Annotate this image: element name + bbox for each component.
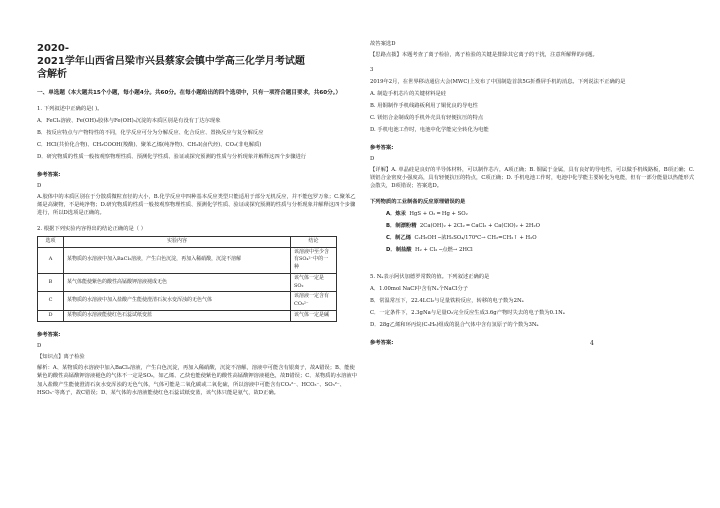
question-5-option-c: C．一定条件下，2.3gNa与足量O₂完全反应生成3.6g产物时失去的电子数为0.1Nₐ	[370, 310, 565, 317]
question-1-option-a: A．FeCl₂溶液、Fe(OH)₃胶体与Fe(OH)₃沉淀的本质区别是有没有丁达尔现象	[37, 117, 221, 124]
question-2-knowledge-point: 【知识点】离子检验	[37, 354, 85, 361]
question-5-stem: 5. Nₐ表示阿伏加德罗常数的值。下列叙述正确的是	[370, 273, 490, 280]
question-2-answer-label: 参考答案:	[37, 331, 61, 338]
question-2-stem: 2. 根据下列实验内容得出的结论正确的是（ ）	[37, 225, 147, 232]
question-1-option-d: D．研究物质的性质一般按观察物理性质、预测化学性质、验证或探究预测的性质与分析现象并解释这四个步骤进行	[37, 154, 307, 161]
question-1-stem: 1. 下列叙述中正确的是( )。	[37, 105, 103, 112]
question-3-option-b: B. 用铜制作手机线路板利用了铜优良的导电性	[370, 103, 478, 110]
question-2-table	[37, 236, 337, 322]
question-5-option-d: D．28g乙烯和环丙烷(C₃H₆)组成的混合气体中含有氢原子的个数为3Nₐ	[370, 322, 539, 329]
question-3-answer-label: 参考答案:	[370, 144, 394, 151]
question-1-answer: D	[37, 182, 42, 189]
table-header-content: 实验内容	[64, 236, 291, 247]
table-row: C 某物质的水溶液中加入盐酸产生能使澄清石灰水变浑浊的无色气体 该溶液一定含有CO₃²⁻	[38, 292, 337, 311]
table-row: A 某物质的水溶液中加入BaCl₂溶液，产生白色沉淀，再加入稀硝酸，沉淀不溶解 该溶液中至少含有SO₄²⁻中的一种	[38, 247, 337, 273]
table-header-conclusion: 结论	[291, 236, 337, 247]
question-3-option-a: A. 制造手机芯片的关键材料是硅	[370, 90, 447, 97]
table-row: B 某气体能使紫色的酸性高锰酸钾溶液褪成无色 该气体一定是SO₂	[38, 273, 337, 292]
question-3-option-d: D. 手机电池工作时，电池中化学能完全转化为电能	[370, 127, 489, 134]
right-column	[370, 0, 695, 347]
question-4-stem: 下列物质的工业制备的反应原理错误的是	[370, 198, 466, 205]
question-3-explanation: 【详解】A. 单晶硅是良好的半导体材料，可以制作芯片，A项正确；B. 铜属于金属，具有良好的导电性，可以做手机线路板，B项正确；C. 镁铝合金密度小强度高，具有轻便抗压的特点，C项正确；D. 手机电池工作时，电池中化学能主要转化为电能，但有一部分能量以热能形式会散失，D项错误；答案选D。	[370, 167, 695, 190]
section-heading: 一、单选题（本大题共15个小题，每小题4分。共60分。在每小题给出的四个选项中，只有一项符合题目要求，共60分。）	[37, 90, 342, 96]
question-3-option-c: C. 镁铝合金制成的手机外壳具有轻便抗压的特点	[370, 115, 484, 122]
question-3-stem: 2019年2月，在世界移动通信大会(MWC)上发布了中国制造首款5G折叠屏手机的消息。下列说法不正确的是	[370, 78, 626, 85]
question-5-answer-label: 参考答案:	[370, 339, 394, 346]
question-2-answer: D	[37, 342, 42, 349]
question-3-number: 3	[370, 67, 374, 74]
question-4-option-a: A．炼汞 HgS + O₂ ═ Hg + SO₂	[386, 210, 468, 217]
question-2-review: 【思路点拨】本题考查了离子检验，离子检验的关键是排除其它离子的干扰，注意所解释的问题。	[370, 52, 598, 59]
question-1-explanation: A.胶体中的本质区别在于分散质微粒直径的大小，B.化学反应中四种基本反应类型只能适用于部分无机反应，并不能包罗万象；C.聚苯乙烯是高聚物，不是纯净物；D.研究物质的性质一般按观察物理性质、预测化学性质、验证或探究预测的性质与分析现象并解释这四个步骤进行，所以D选项是正确的。	[37, 194, 356, 217]
question-4-option-d: D．制盐酸 H₂ + Cl₂ ─点燃→ 2HCl	[386, 247, 473, 254]
question-5-option-b: B．常温常压下，22.4LCl₂与足量铁粉反应，转移的电子数为2Nₐ	[370, 298, 524, 305]
question-3-answer: D	[370, 155, 375, 162]
table-header-option: 选项	[38, 236, 64, 247]
question-5-option-a: A．1.00mol NaCl中含有Nₐ个NaCl分子	[370, 285, 469, 292]
left-column	[37, 0, 359, 397]
page-number: 4	[590, 340, 594, 347]
document-title: 2020- 2021学年山西省吕梁市兴县蔡家会镇中学高三化学月考试题 含解析	[37, 43, 305, 80]
question-1-answer-label: 参考答案:	[37, 171, 61, 178]
question-1-option-b: B．按反应特点与产物特性的不同，化学反应可分为分解反应、化合反应、置换反应与复分解反应	[37, 130, 264, 137]
table-row: D 某物质的水溶液能使红色石蕊试纸变蓝 该气体一定是碱	[38, 310, 337, 321]
question-1-option-c: C．HCl(共价化合物)、CH₃COOH(羧酸)、聚苯乙烯(纯净物)、CH₃I(卤代烃)、CO₂(非电解质)	[37, 142, 262, 149]
table-header-row	[38, 236, 337, 247]
question-2-choose: 故答案选D	[370, 41, 396, 47]
question-4-option-b: B．制漂粉精 2Ca(OH)₂ + 2Cl₂ ═ CaCl₂ + Ca(ClO)₂ + 2H₂O	[386, 223, 541, 230]
question-4-option-c: C．制乙烯 C₂H₅OH ─浓H₂SO₄/170℃→ CH₂=CH₂↑ + H₂O	[386, 235, 537, 242]
question-2-analysis: 解析：A、某物质的水溶液中加入BaCl₂溶液，产生白色沉淀，再加入稀硝酸，沉淀不溶解，溶液中可能含有银离子，故A错误；B、能使紫色的酸性高锰酸钾溶液褪色的气体不一定是SO₂，如乙烯、乙炔也能使紫色的酸性高锰酸钾溶液褪色，故B错误；C、某物质的水溶液中加入盐酸产生能使澄清石灰水变浑浊的无色气体，气体可能是二氧化碳或二氧化硫，所以溶液中可能含有CO₃²⁻、HCO₃⁻、SO₃²⁻、HSO₃⁻等离子，故C错误；D、某气体的水溶液能使红色石蕊试纸变蓝，该气体只能是氨气，故D正确。	[37, 365, 357, 396]
